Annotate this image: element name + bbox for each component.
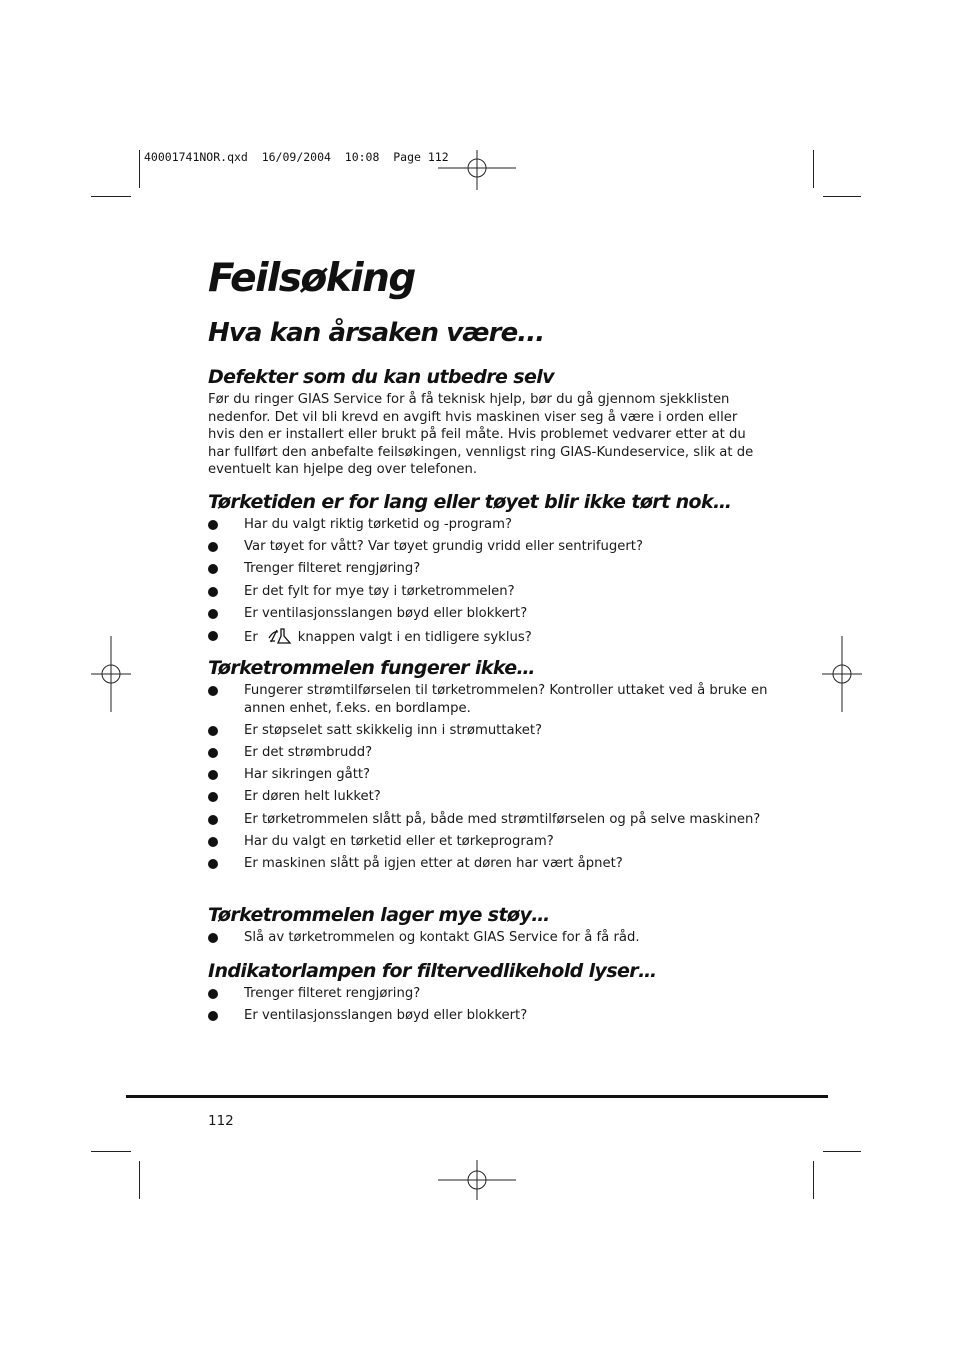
crop-mark	[823, 1151, 861, 1152]
crop-mark	[91, 196, 131, 197]
page-title: Feilsøking	[208, 256, 415, 301]
crop-mark	[823, 196, 861, 197]
list-item: Var tøyet for vått? Var tøyet grundig vridd eller sentrifugert?	[208, 538, 768, 556]
section-noise	[208, 903, 768, 951]
crop-mark	[91, 1151, 131, 1152]
registration-mark-icon	[822, 636, 862, 712]
bullet-icon	[208, 726, 218, 736]
checklist	[208, 929, 768, 947]
bullet-icon	[208, 792, 218, 802]
checklist	[208, 682, 768, 873]
section-filter-indicator	[208, 959, 768, 1029]
registration-mark-icon	[91, 636, 131, 712]
bullet-icon	[208, 609, 218, 619]
section-heading: Tørketiden er for lang eller tøyet blir ikke tørt nok…	[208, 491, 732, 513]
section-heading: Tørketrommelen lager mye støy…	[208, 904, 550, 926]
list-item: Er døren helt lukket?	[208, 788, 768, 806]
bullet-icon	[208, 520, 218, 530]
list-item: Slå av tørketrommelen og kontakt GIAS Service for å få råd.	[208, 929, 768, 947]
section-heading: Indikatorlampen for filtervedlikehold lyser…	[208, 960, 657, 982]
section-text: Før du ringer GIAS Service for å få teknisk hjelp, bør du gå gjennom sjekklisten nedenfor. Det vil bli krevd en avgift hvis maskinen viser seg å være i orden eller hvis den er installert eller brukt på feil måte. Hvis problemet vedvarer etter at du har fullført den anbefalte feilsøkingen, vennligst ring GIAS-Kundeservice, slik at de eventuelt kan hjelpe deg over telefonen.	[208, 392, 754, 478]
section-not-working	[208, 656, 768, 877]
list-item: Er knappen valgt i en tidligere syklus?	[208, 627, 768, 647]
list-item: Har du valgt en tørketid eller et tørkeprogram?	[208, 833, 768, 851]
bullet-icon	[208, 837, 218, 847]
crop-mark	[139, 1161, 140, 1199]
checklist	[208, 516, 768, 647]
list-item: Trenger filteret rengjøring?	[208, 560, 768, 578]
section-drying-time	[208, 490, 768, 651]
file-slug: 40001741NOR.qxd 16/09/2004 10:08 Page 112	[144, 150, 449, 164]
bullet-icon	[208, 770, 218, 780]
list-item: Er støpselet satt skikkelig inn i strømuttaket?	[208, 722, 768, 740]
footer-rule	[126, 1095, 828, 1098]
crop-mark	[139, 150, 140, 188]
bullet-icon	[208, 933, 218, 943]
bullet-icon	[208, 542, 218, 552]
list-item: Er tørketrommelen slått på, både med strømtilførselen og på selve maskinen?	[208, 811, 768, 829]
bullet-icon	[208, 631, 218, 641]
list-item: Fungerer strømtilførselen til tørketrommelen? Kontroller uttaket ved å bruke en annen enhet, f.eks. en bordlampe.	[208, 682, 768, 717]
crop-mark	[813, 150, 814, 188]
page-number: 112	[208, 1113, 234, 1129]
bullet-icon	[208, 859, 218, 869]
section-self-repair	[208, 365, 768, 479]
registration-mark-icon	[438, 1160, 516, 1200]
list-item: Trenger filteret rengjøring?	[208, 985, 768, 1003]
bullet-icon	[208, 564, 218, 574]
section-heading: Defekter som du kan utbedre selv	[208, 366, 554, 388]
checklist	[208, 985, 768, 1025]
delicate-fabric-icon	[266, 627, 292, 645]
bullet-icon	[208, 748, 218, 758]
bullet-icon	[208, 989, 218, 999]
section-heading: Tørketrommelen fungerer ikke…	[208, 657, 535, 679]
page-subtitle: Hva kan årsaken være...	[208, 318, 545, 348]
bullet-icon	[208, 815, 218, 825]
list-item: Er ventilasjonsslangen bøyd eller blokkert?	[208, 1007, 768, 1025]
list-item: Er maskinen slått på igjen etter at døren har vært åpnet?	[208, 855, 768, 873]
list-item: Har sikringen gått?	[208, 766, 768, 784]
registration-mark-icon	[438, 150, 516, 190]
bullet-icon	[208, 686, 218, 696]
list-item: Har du valgt riktig tørketid og -program?	[208, 516, 768, 534]
crop-mark	[813, 1161, 814, 1199]
list-item: Er det strømbrudd?	[208, 744, 768, 762]
list-item: Er det fylt for mye tøy i tørketrommelen?	[208, 583, 768, 601]
bullet-icon	[208, 1011, 218, 1021]
bullet-icon	[208, 587, 218, 597]
list-item: Er ventilasjonsslangen bøyd eller blokkert?	[208, 605, 768, 623]
